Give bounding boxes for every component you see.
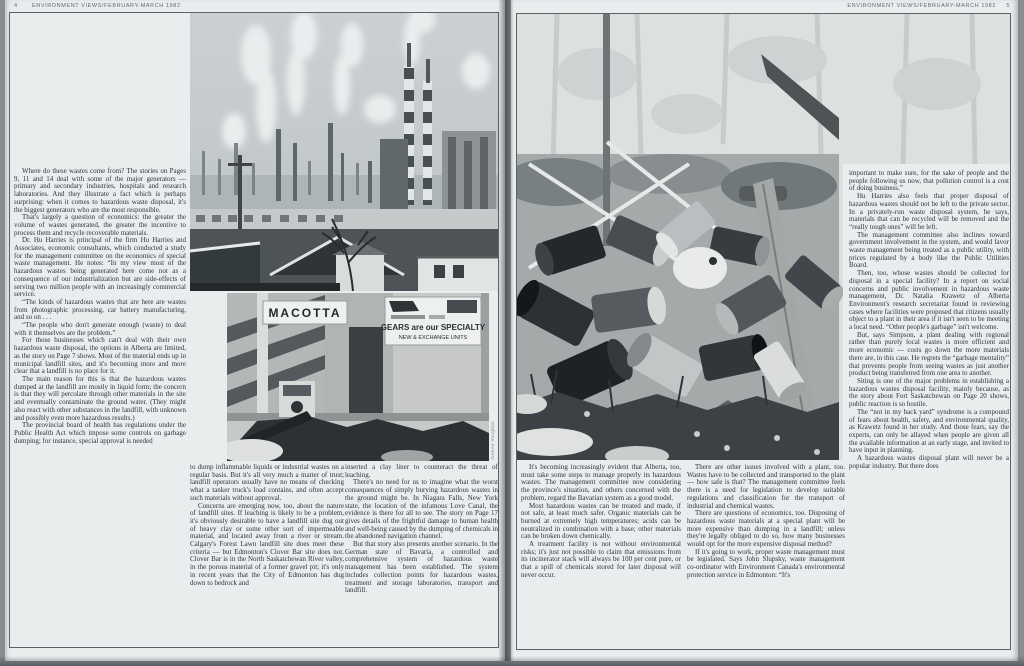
right-journal-title: ENVIRONMENT VIEWS/FEBRUARY-MARCH 1982 — [847, 3, 996, 9]
left-article-column-3: inserted a clay liner to counteract the threat of leaching. There's no need for us to imagine what the worst consequences of simply burying hazardous wastes in the ground might be. In Niagara Falls, New York state, the location of the infamous Love Canal, the evidence is there for all to see. The story on Page 17 gives details of the frightful damage to human health and well-being caused by the dumping of chemicals in the abandoned navigation channel. But that story also presents another scenario. In the German state of Bavaria, a controlled and comprehensive system of hazardous waste management has been established. The system includes collection points for hazardous wastes, treatment and storage laboratories, transport and landfill. — [345, 463, 498, 595]
macotta-sign-text: MACOTTA — [268, 306, 342, 320]
macotta-building-photo — [227, 293, 489, 461]
left-article-column-2: to dump inflammable liquids or industrial wastes on a regular basis. But it's all very much a matter of trust; landfill operators usually have no means of checking what a tanker truck's load contains, and often accept such materials without approval. Concerns are emerging now, too, about the nature of landfill sites. If leaching is likely to be a problem, it's obviously desirable to have a landfill site dug out of heavy clay or some other sort of impermeable material, and located away from a river or stream. Calgary's Forest Lawn landfill site does meet these criteria — but Edmonton's Clover Bar site does not. Clover Bar is in the North Saskatchewan River valley, in the porous material of a former gravel pit; it's only in recent years that the City of Edmonton has dug down to bedrock and — [190, 463, 344, 587]
industrial-photo-art — [190, 13, 498, 291]
macotta-photo-art — [227, 293, 489, 461]
photo-credit: Andrea Vaughan — [490, 420, 495, 460]
left-page-number: 4 — [14, 3, 18, 9]
right-article-column-2: There are other issues involved with a plant, too. Wastes have to be collected and transported to the plant — how safe is that? The management committee feels there is a need for legislation to develop suitable regulations and classification for the transport of industrial and chemical wastes. There are questions of economics, too. Disposing of hazardous waste materials at a special plant will be more expensive than dumping in a landfill; unless they're legally obliged to do so, how many businesses would opt for the more expensive disposal method? If it's going to work, proper waste management must be legislated. Says John Slupsky, waste management co-ordinator with Environment Canada's environmental protection service in Edmonton: “It's — [687, 463, 845, 579]
industrial-smokestacks-photo — [190, 13, 498, 291]
scan-bottom-shadow — [0, 656, 1024, 666]
page-gutter-shadow — [498, 0, 514, 661]
gears-sign-text: GEARS are our SPECIALTY — [380, 323, 486, 332]
gears-sign-subtext: NEW & EXCHANGE UNITS — [398, 335, 468, 341]
right-article-column-1: It's becoming increasingly evident that Alberta, too, must take some steps to manage properly its hazardous wastes. The management committee now considering the province's situation, and others concerned with the problem, regard the Bavarian system as a good model. Most hazardous wastes can be treated and made, if not safe, at least much safer. Organic materials can be burned at extremely high temperatures; acids can be neutralized in combination with a base; other materials can be broken down chemically. A treatment facility is not without environmental risks; it's just not possible to claim that emissions from its incinerator stack will always be 100 per cent pure, or that a spill of chemicals stored for later disposal will never occur. — [521, 463, 681, 579]
right-page-number: 5 — [1006, 3, 1010, 9]
right-article-column-3: important to make sure, for the sake of people and the people following us now, that pollution control is a cost of doing business.” Hu Harries also feels that proper disposal of hazardous wastes should not be left to the private sector. In a privately-run waste disposal system, he says, materials that can be recycled will be removed and the “really tough ones” will be left. The management committee also inclines toward government involvement in the system, and would favor waste management being treated as a public utility, with prices regulated by a body like the Public Utilities Board. Then, too, whose wastes should be collected for disposal in a special facility? In a report on social concerns and public involvement in hazardous waste management, Dr. Natalia Krawetz of Alberta Environment's research secretariat found in reviewing cases where facilities were proposed that citizens usually object to a plant in their area if it isn't seen to be meeting a local need. “Other people's garbage” isn't welcome. But, says Simpson, a plant dealing with regional rather than purely local wastes is more efficient and more economic — costs go down the more materials there are, in this case. He regrets the “garbage mentality” that prevents people from seeing wastes as just another product being transferred from one area to another. Siting is one of the major problems in establishing a hazardous wastes disposal facility, mainly because, as the story about Fort Saskatchewan on Page 20 shows, public reaction is so hostile. The “not in my back yard” syndrome is a compound of fears about health, safety, and environmental quality, as Krawetz found in her study. And those fears, say the experts, can only be allayed when people are given all the available information at an early stage, and invited to have input in planning. A hazardous wastes disposal plant will never be a popular industry. But there does — [849, 169, 1009, 470]
left-journal-title: ENVIRONMENT VIEWS/FEBRUARY-MARCH 1982 — [32, 3, 181, 9]
left-article-column-1: Where do these wastes come from? The stories on Pages 9, 11 and 14 deal with some of the major generators — primary and secondary industries, hospitals and research laboratories. And they illustrate a fact which is perhaps surprising: when it comes to hazardous waste disposal, it's the biggest generators who are the most responsible. That's largely a question of economics: the greater the volume of wastes generated, the greater the incentive to process them and recycle recoverable materials. Dr. Hu Harries is principal of the firm Hu Harries and Associates, economic consultants, which conducted a study for the management committee on the economics of special waste management. He notes: “In my view most of the hazardous wastes being generated here come not as a consequence of our industrialization but are side-effects of serving two million people with an increasingly commercial service. “The kinds of hazardous wastes that are here are wastes from photographic processing, car battery manufacturing, and so on . . . “The people who don't generate enough (waste) to deal with it themselves are the problem.” For those businesses which can't deal with their own hazardous waste disposal, the options in Alberta are limited, as the story on Page 7 shows. Most of the material ends up in municipal landfill sites, and it's becoming more and more clear that a landfill is no place for it. The main reason for this is that the hazardous wastes dumped at the landfill are mostly in liquid form; the concern is that they will percolate through other materials in the site and eventually contaminate the ground water. (They might also react with other substances in the landfill, with unknown and possibly even more hazardous results.) The provincial board of health has regulations under the Public Health Act which impose some controls on garbage dumping; for instance, special approval is needed — [14, 167, 186, 445]
